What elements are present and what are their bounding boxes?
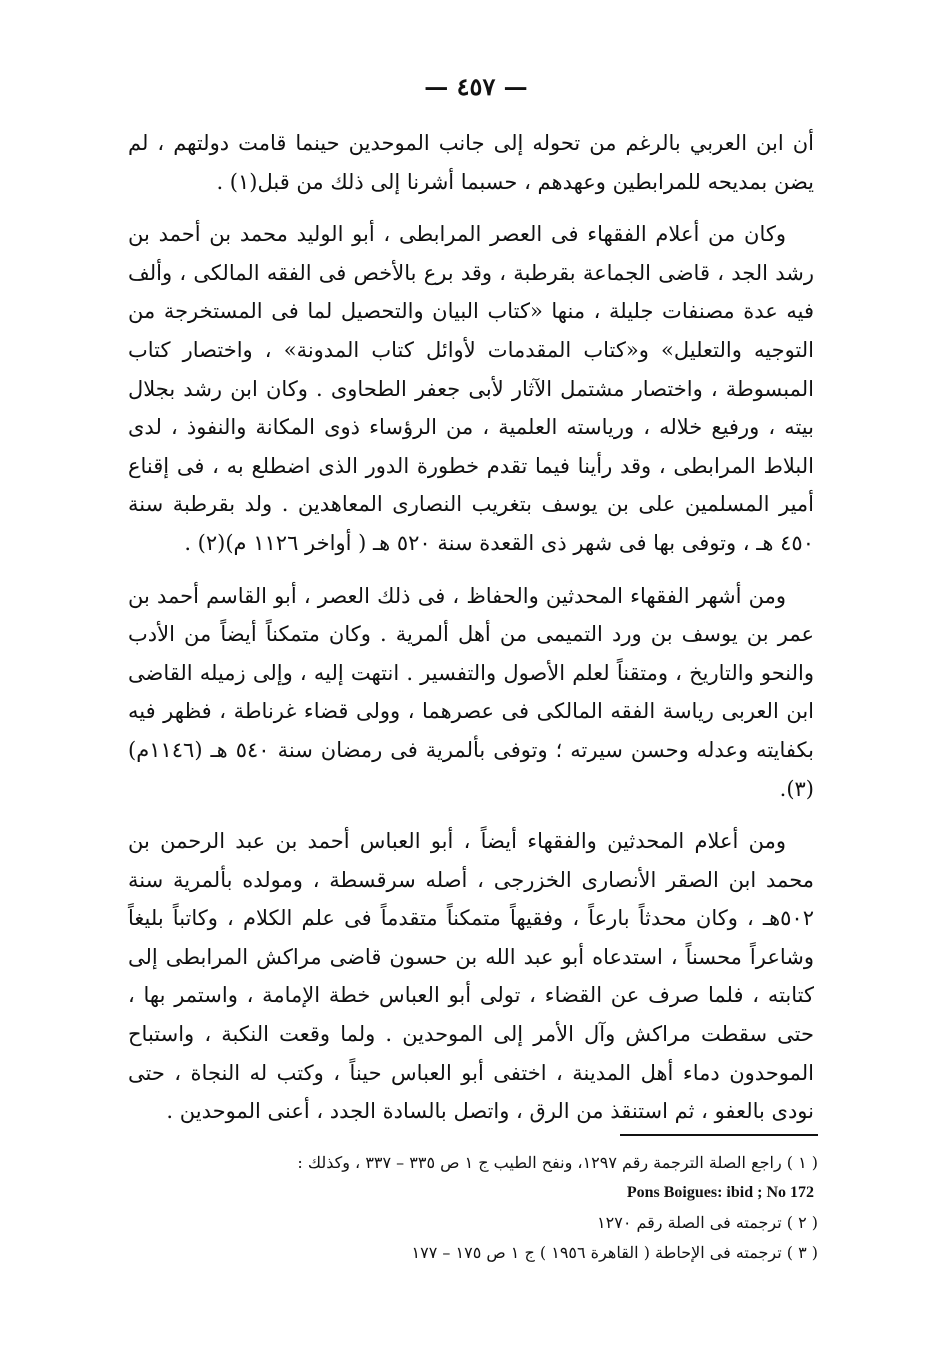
footnote-2: ( ٢ ) ترجمته فى الصلة رقم ١٢٧٠ (597, 1213, 818, 1232)
footnotes (128, 1148, 818, 1268)
paragraph-continuation: أن ابن العربي بالرغم من تحوله إلى جانب الموحدين حينما قامت دولتهم ، لم يضن بمديحه للمرابطين وعهدهم ، حسبما أشرنا إلى ذلك من قبل(١) . (128, 131, 814, 194)
footnote-1-reference: Pons Boigues: ibid ; No 172 (626, 1184, 814, 1201)
footnote-3: ( ٣ ) ترجمته فى الإحاطة ( القاهرة ١٩٥٦ ) ج ١ ص ١٧٥ – ١٧٧ (411, 1243, 818, 1262)
footnote-divider (620, 1134, 818, 1136)
paragraph-ibn-rushd: وكان من أعلام الفقهاء فى العصر المرابطى ، أبو الوليد محمد بن أحمد بن رشد الجد ، قاضى الجماعة بقرطبة ، وقد برع بالأخص فى الفقه المالكى ، وألف فيه عدة مصنفات جليلة ، منها «كتاب البيان والتحصيل لما فى المستخرجة من التوجيه والتعليل» و«كتاب المقدمات لأوائل كتاب المدونة» ، واختصار كتاب المبسوطة ، واختصار مشتمل الآثار لأبى جعفر الطحاوى . وكان ابن رشد بجلال بيته ، ورفيع خلاله ، ورياسته العلمية ، من الرؤساء ذوى المكانة والنفوذ ، لدى البلاط المرابطى ، وقد رأينا فيما تقدم خطورة الدور الذى اضطلع به ، فى إقناع أمير المسلمين على بن يوسف بتغريب النصارى المعاهدين . ولد بقرطبة سنة ٤٥٠ هـ ، وتوفى بها فى شهر ذى القعدة سنة ٥٢٠ هـ ( أواخر ١١٢٦ م)(٢) . (128, 222, 814, 555)
page-number: — ٤٥٧ — (424, 72, 528, 101)
main-text (128, 124, 814, 1145)
paragraph-ibn-al-saqr: ومن أعلام المحدثين والفقهاء أيضاً ، أبو العباس أحمد بن عبد الرحمن بن محمد ابن الصقر الأنصارى الخزرجى ، أصله سرقسطة ، ومولده بألمرية سنة ٥٠٢هـ ، وكان محدثاً بارعاً ، وفقيهاً متمكناً متقدماً فى علم الكلام ، وكاتباً بليغاً وشاعراً محسناً ، استدعاه أبو عبد الله بن حسون قاضى مراكش المرابطى إلى كتابته ، فلما صرف عن القضاء ، تولى أبو العباس خطة الإمامة ، واستمر بها ، حتى سقطت مراكش وآل الأمر إلى الموحدين . ولما وقعت النكبة ، واستباح الموحدون دماء أهل المدينة ، اختفى أبو العباس حيناً ، وكتب له النجاة ، حتى نودى بالعفو ، ثم استنقذ من الرق ، واتصل بالسادة الجدد ، أعنى الموحدين . (128, 829, 814, 1124)
footnote-1: ( ١ ) راجع الصلة الترجمة رقم ١٢٩٧، ونفح الطيب ج ١ ص ٣٣٥ – ٣٣٧ ، وكذلك : (297, 1153, 818, 1172)
paragraph-ibn-ward: ومن أشهر الفقهاء المحدثين والحفاظ ، فى ذلك العصر ، أبو القاسم أحمد بن عمر بن يوسف بن ورد التميمى من أهل ألمرية . وكان متمكناً أيضاً من الأدب والنحو والتاريخ ، ومتقناً لعلم الأصول والتفسير . انتهت إليه ، وإلى زميله القاضى ابن العربى رياسة الفقه المالكى فى عصرهما ، وولى قضاء غرناطة ، فظهر فيه بكفايته وعدله وحسن سيرته ؛ وتوفى بألمرية فى رمضان سنة ٥٤٠ هـ (١١٤٦م)(٣). (128, 583, 814, 801)
